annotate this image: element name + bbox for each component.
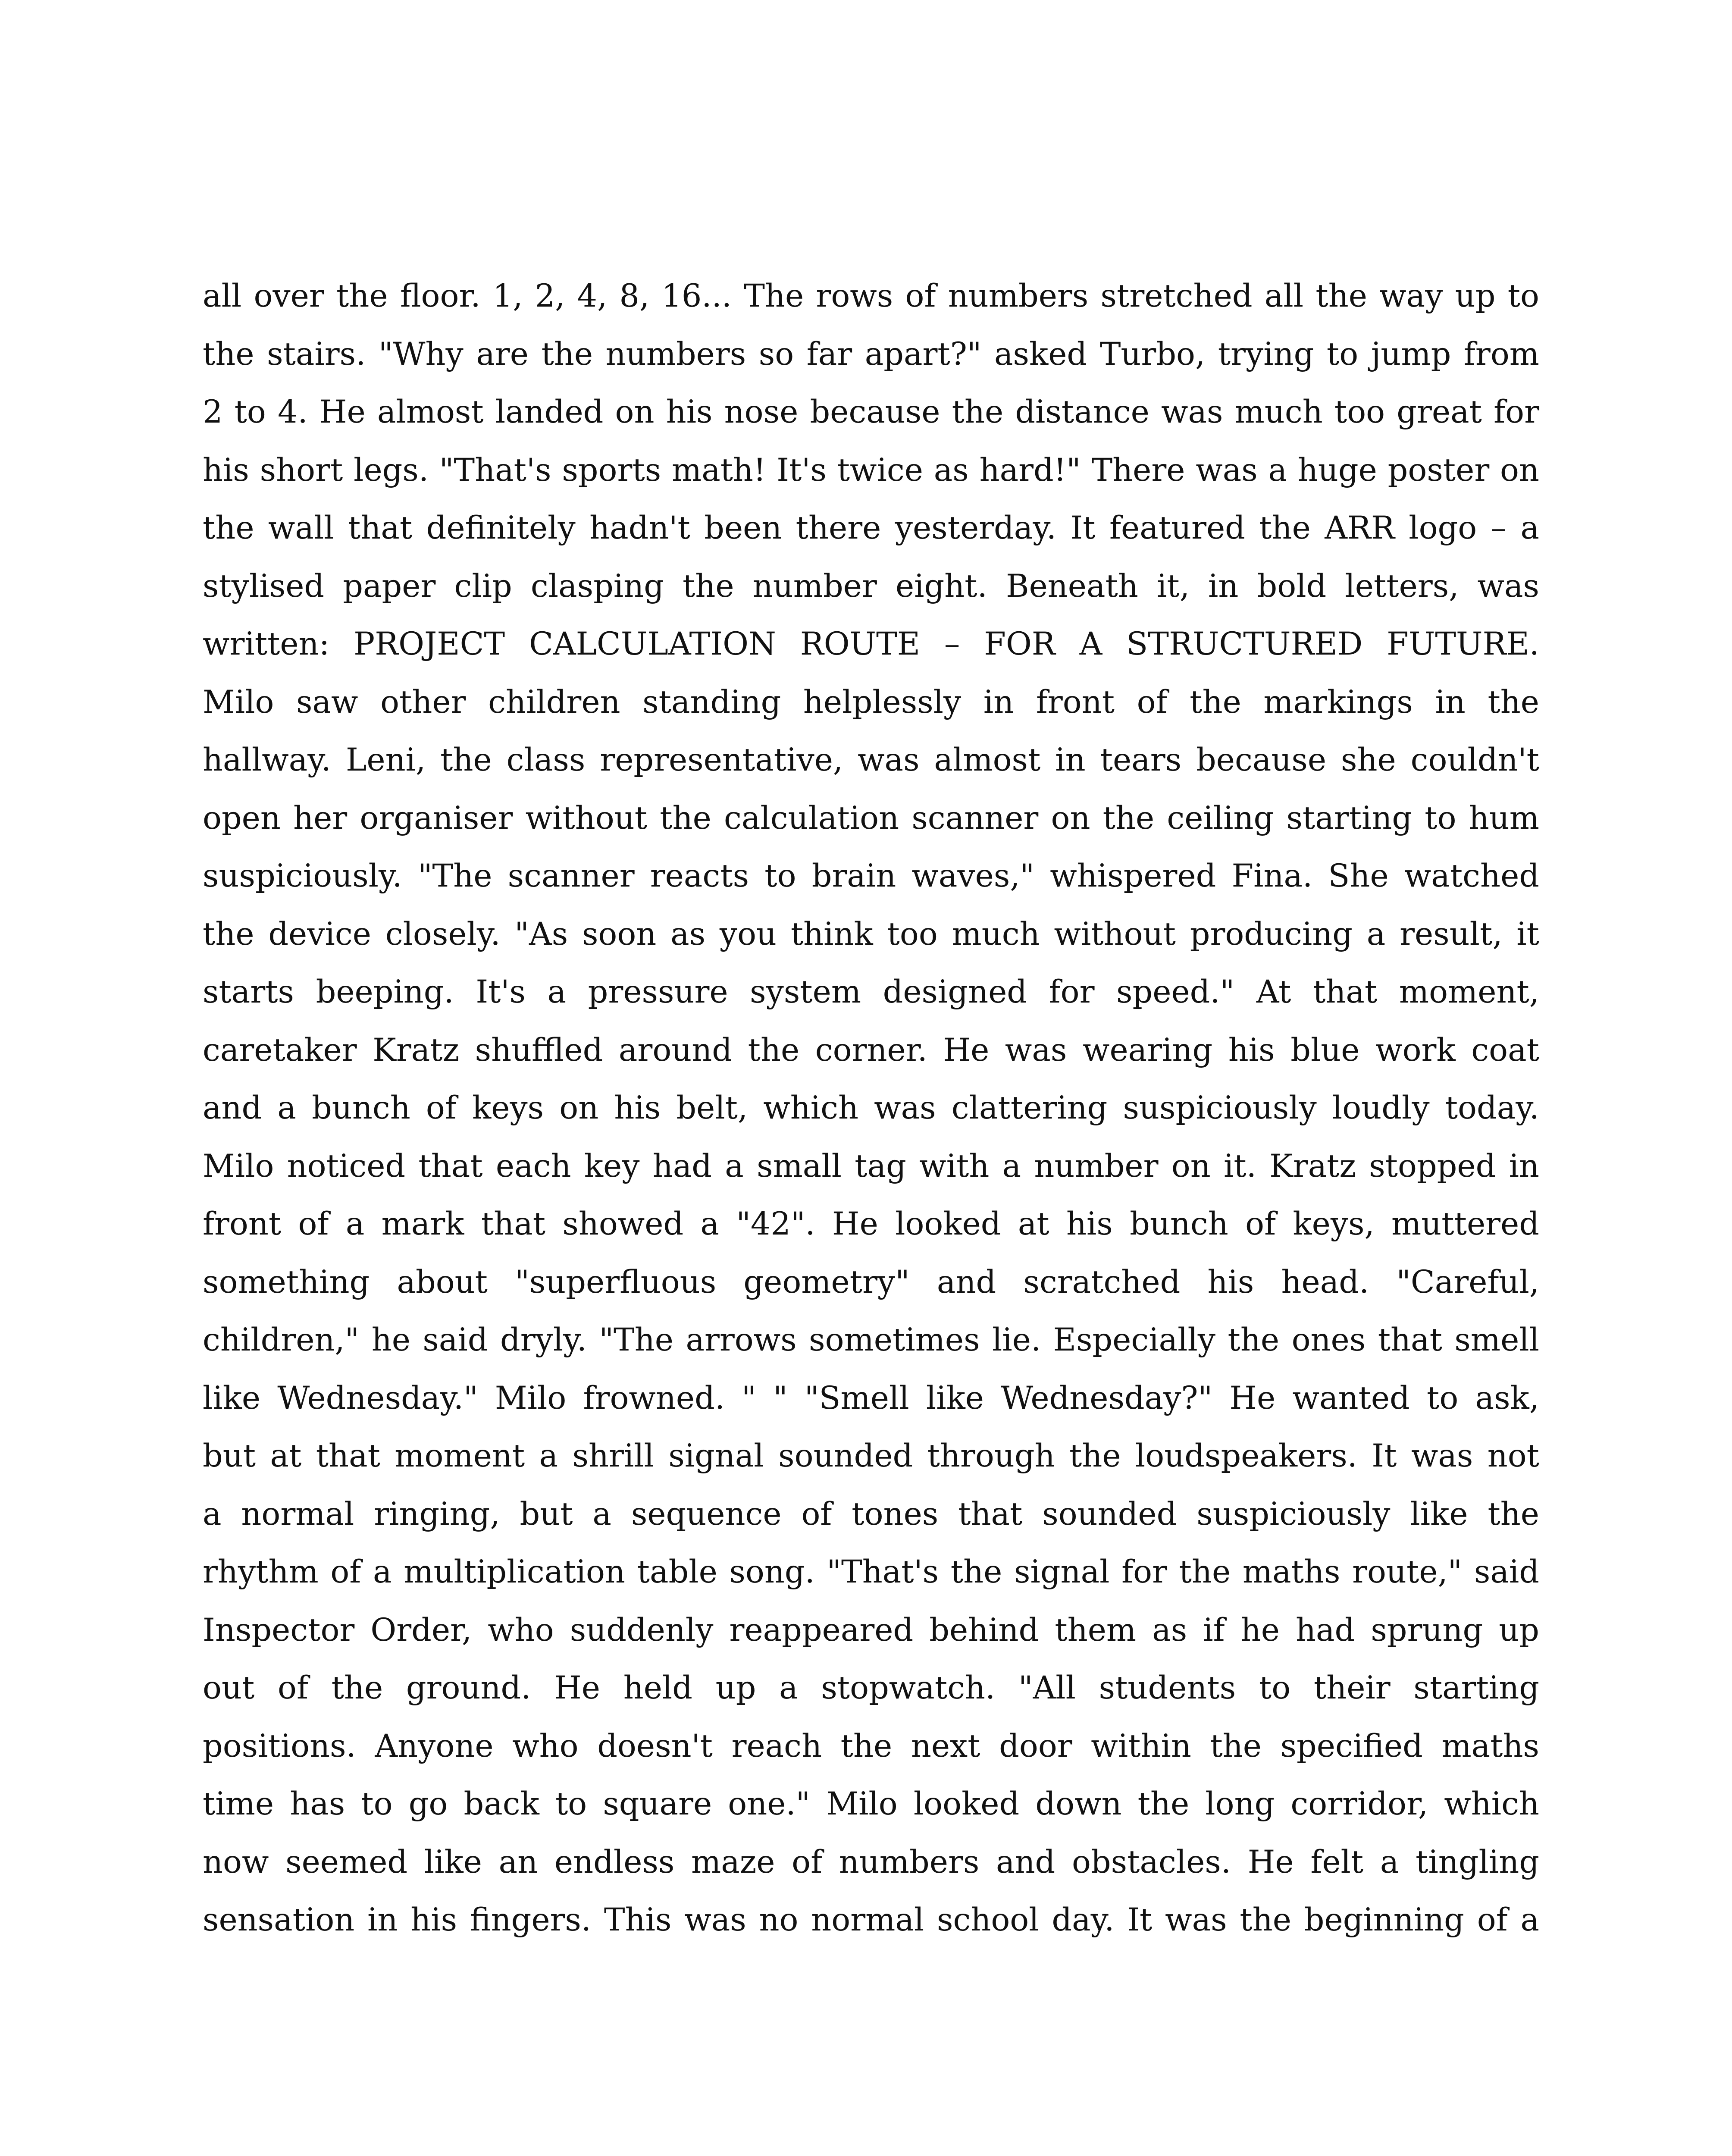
text-line: suspiciously. "The scanner reacts to brain waves," whispered Fina. She watched <box>203 858 1539 894</box>
text-line: hallway. Leni, the class representative, was almost in tears because she couldn't <box>203 742 1539 778</box>
text-line: rhythm of a multiplication table song. "That's the signal for the maths route," said <box>203 1554 1539 1590</box>
text-line: front of a mark that showed a "42". He looked at his bunch of keys, muttered <box>203 1206 1539 1242</box>
text-line: the stairs. "Why are the numbers so far apart?" asked Turbo, trying to jump from <box>203 335 1539 373</box>
text-line: Inspector Order, who suddenly reappeared behind them as if he had sprung up <box>203 1611 1539 1648</box>
text-line: the device closely. "As soon as you think too much without producing a result, it <box>203 915 1539 953</box>
text-line: starts beeping. It's a pressure system designed for speed." At that moment, <box>203 974 1539 1010</box>
text-line: children," he said dryly. "The arrows sometimes lie. Especially the ones that smell <box>203 1322 1539 1358</box>
text-line: out of the ground. He held up a stopwatch. "All students to their starting <box>203 1670 1539 1706</box>
text-line: Milo noticed that each key had a small tag with a number on it. Kratz stopped in <box>203 1147 1539 1185</box>
text-line: positions. Anyone who doesn't reach the next door within the specified maths <box>203 1727 1539 1764</box>
text-line: a normal ringing, but a sequence of tones that sounded suspiciously like the <box>203 1495 1539 1532</box>
text-line: and a bunch of keys on his belt, which was clattering suspiciously loudly today. <box>203 1090 1539 1126</box>
text-line: stylised paper clip clasping the number eight. Beneath it, in bold letters, was <box>203 567 1539 605</box>
text-line: Milo saw other children standing helplessly in front of the markings in the <box>203 683 1539 721</box>
text-line: 2 to 4. He almost landed on his nose because the distance was much too great for <box>203 394 1539 430</box>
text-line: time has to go back to square one." Milo looked down the long corridor, which <box>203 1786 1539 1822</box>
body-text <box>203 267 1539 1949</box>
text-line: but at that moment a shrill signal sounded through the loudspeakers. It was not <box>203 1438 1539 1474</box>
text-line: all over the floor. 1, 2, 4, 8, 16... The rows of numbers stretched all the way up to <box>203 278 1539 314</box>
text-line: something about "superfluous geometry" and scratched his head. "Careful, <box>203 1263 1539 1300</box>
text-line: caretaker Kratz shuffled around the corner. He was wearing his blue work coat <box>203 1031 1539 1069</box>
text-line: like Wednesday." Milo frowned. " " "Smell like Wednesday?" He wanted to ask, <box>203 1379 1539 1416</box>
text-line: the wall that definitely hadn't been there yesterday. It featured the ARR logo – a <box>203 510 1539 546</box>
text-line: open her organiser without the calculation scanner on the ceiling starting to hum <box>203 799 1539 837</box>
text-line: sensation in his fingers. This was no normal school day. It was the beginning of a <box>203 1902 1539 1938</box>
text-line: written: PROJECT CALCULATION ROUTE – FOR A STRUCTURED FUTURE. <box>203 626 1539 662</box>
text-line: his short legs. "That's sports math! It's twice as hard!" There was a huge poster on <box>203 451 1539 489</box>
text-line: now seemed like an endless maze of numbers and obstacles. He felt a tingling <box>203 1843 1539 1880</box>
